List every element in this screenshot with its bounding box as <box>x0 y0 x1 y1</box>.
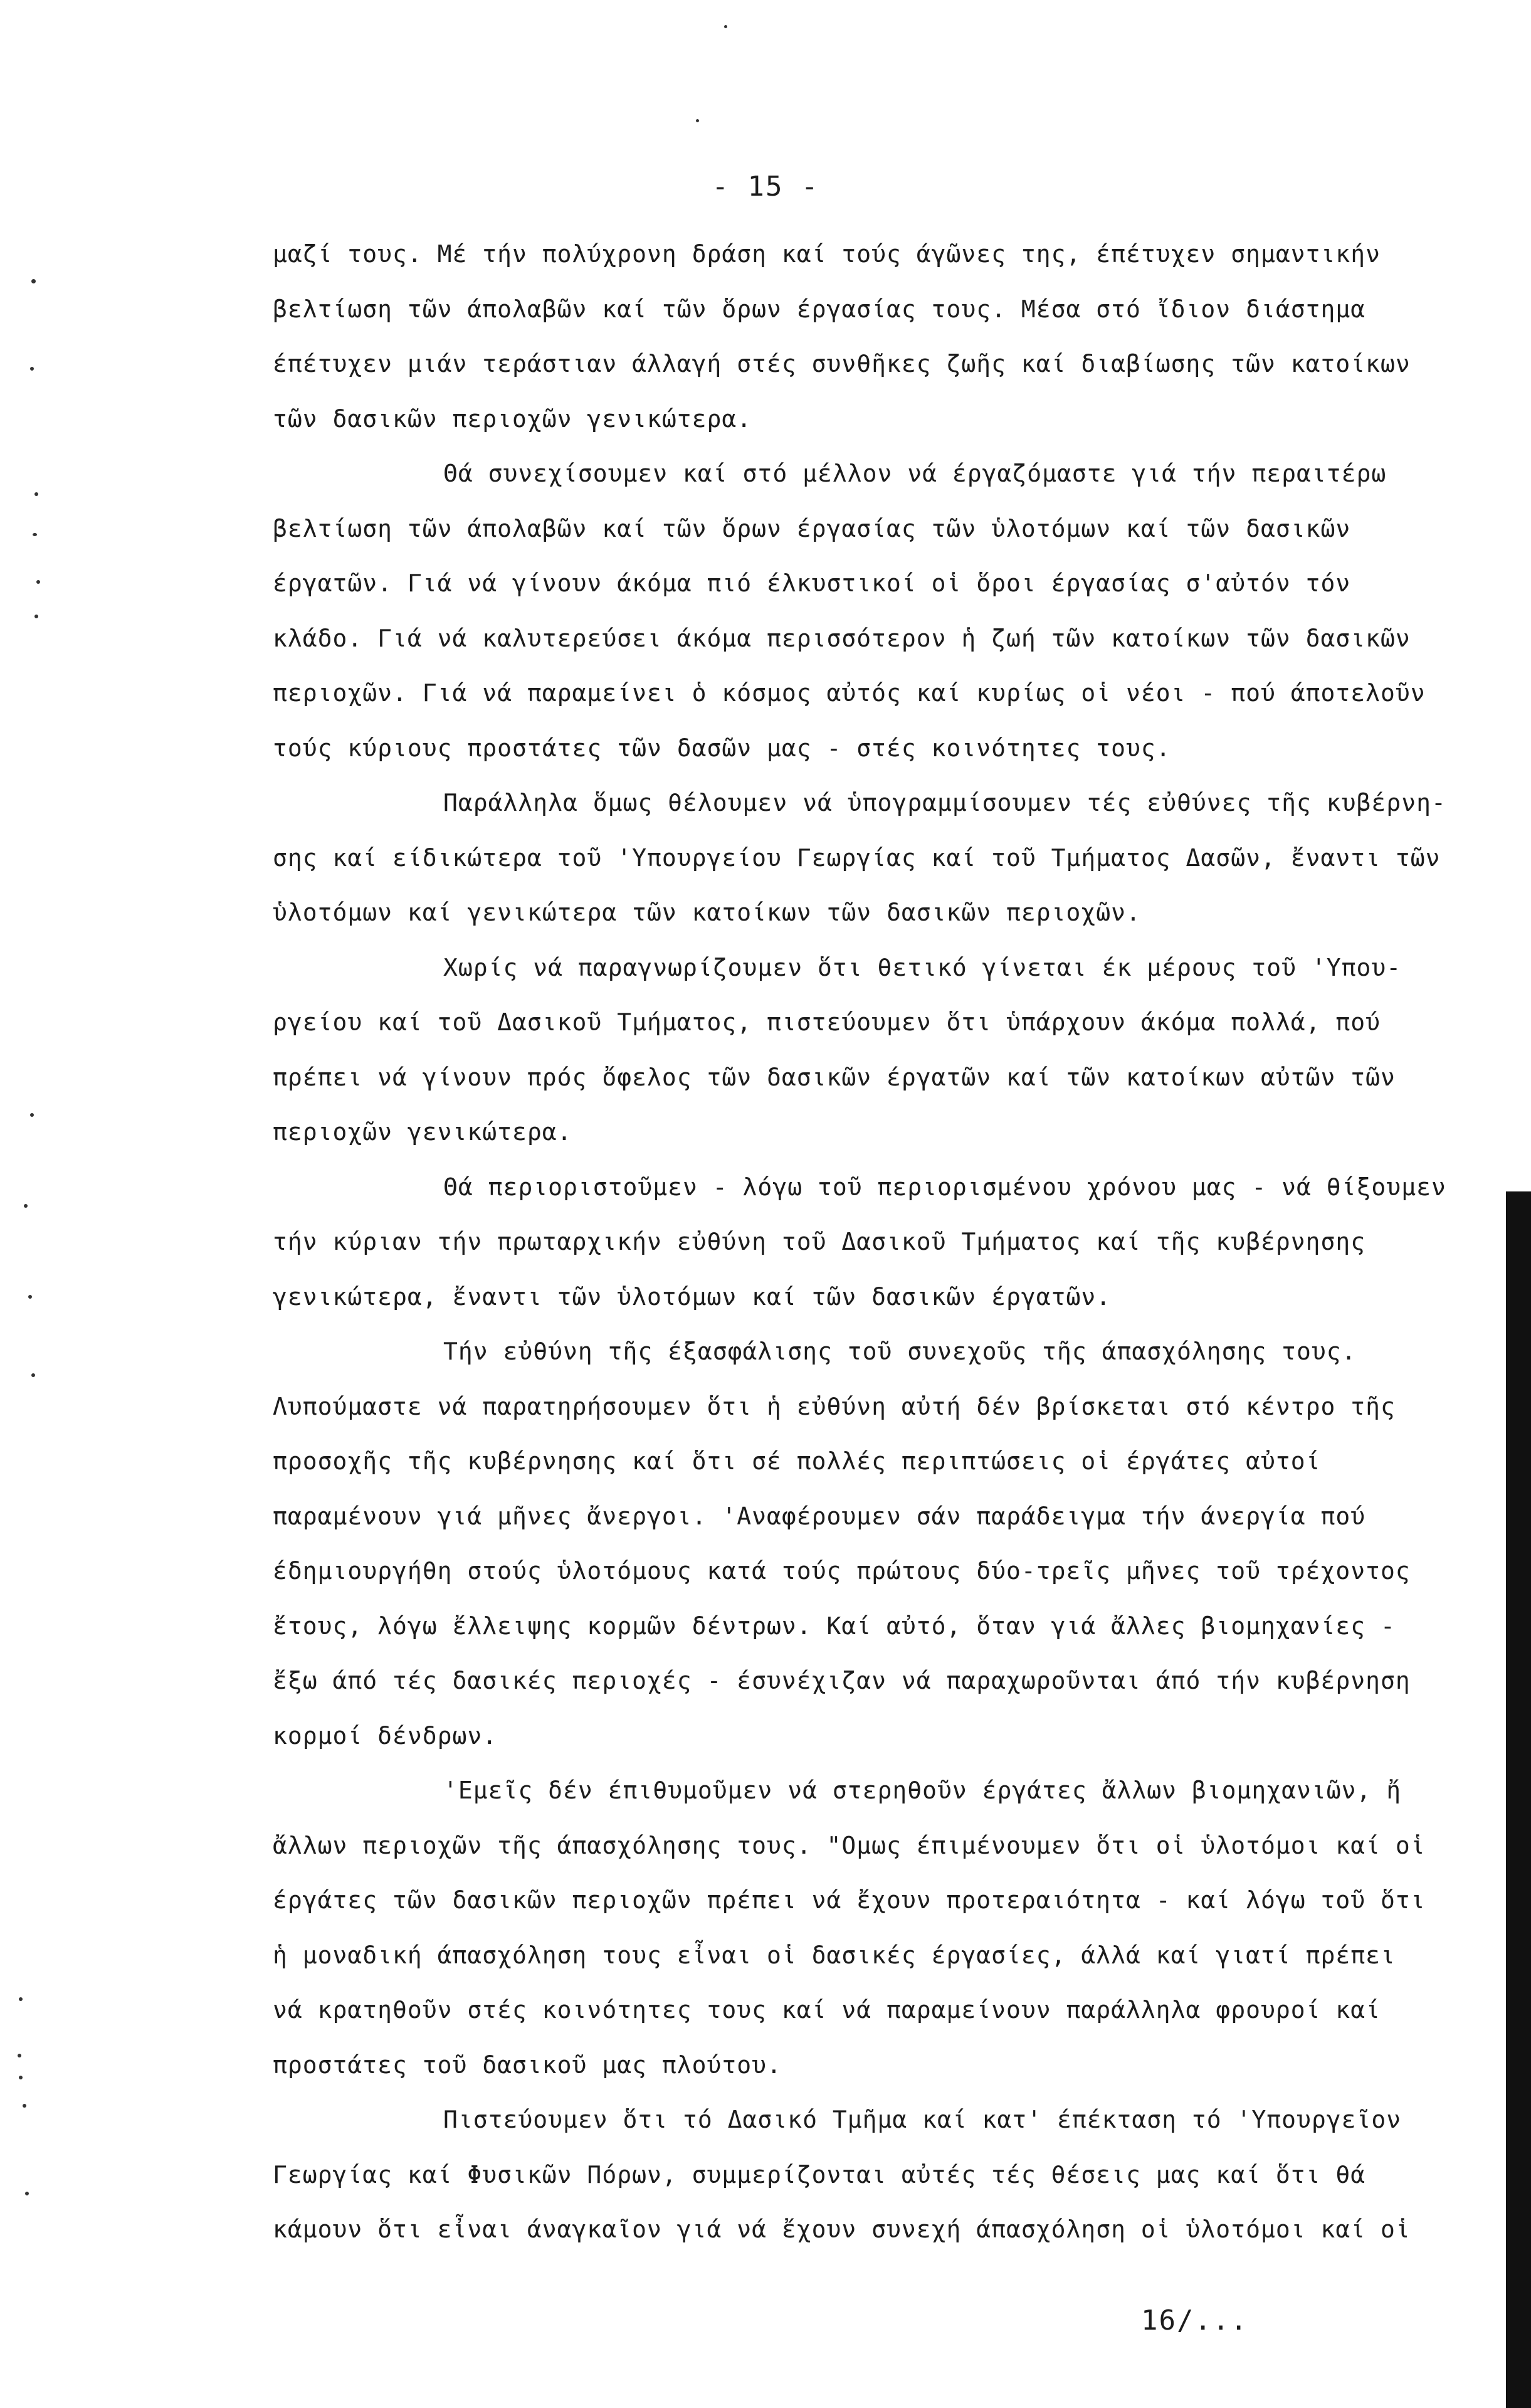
paragraph-first-line: Τήν εὐθύνη τῆς έξασφάλισης τοῦ συνεχοῦς τῆς άπασχόλησης τους. <box>443 1338 1357 1365</box>
scan-speck <box>34 615 38 618</box>
scan-speck <box>30 367 34 371</box>
text-line: έργατῶν. Γιά νά γίνουν άκόμα πιό έλκυστικοί οἱ ὅροι έργασίας σ'αὐτόν τόν <box>273 569 1351 597</box>
page-number: - 15 - <box>712 171 819 203</box>
text-line: ἄλλων περιοχῶν τῆς άπασχόλησης τους. "Ομως έπιμένουμεν ὅτι οἱ ὑλοτόμοι καί οἱ <box>273 1831 1426 1859</box>
text-line: κλάδο. Γιά νά καλυτερεύσει άκόμα περισσότερον ἡ ζωή τῶν κατοίκων τῶν δασικῶν <box>273 624 1411 652</box>
continuation-marker: 16/... <box>1141 2305 1248 2337</box>
scan-speck <box>36 580 40 584</box>
paragraph-first-line: Θά περιοριστοῦμεν - λόγω τοῦ περιορισμένου χρόνου μας - νά θίξουμεν <box>443 1173 1446 1201</box>
text-line: κορμοί δένδρων. <box>273 1721 498 1750</box>
text-line: γενικώτερα, ἔναντι τῶν ὑλοτόμων καί τῶν δασικῶν έργατῶν. <box>273 1282 1112 1311</box>
text-line: ργείου καί τοῦ Δασικοῦ Τμήματος, πιστεύουμεν ὅτι ὑπάρχουν άκόμα πολλά, πού <box>273 1008 1381 1036</box>
text-line: ὑλοτόμων καί γενικώτερα τῶν κατοίκων τῶν δασικῶν περιοχῶν. <box>273 899 1141 926</box>
text-line: μαζί τους. Μέ τήν πολύχρονη δράση καί τούς άγῶνες της, έπέτυχεν σημαντικήν <box>273 240 1381 268</box>
paragraph-first-line: Πιστεύουμεν ὅτι τό Δασικό Τμῆμα καί κατ' έπέκταση τό 'Υπουργεῖον <box>443 2106 1402 2133</box>
scan-speck <box>24 1204 28 1208</box>
text-line: ἡ μοναδική άπασχόληση τους εἶναι οἱ δασικές έργασίες, άλλά καί γιατί πρέπει <box>273 1941 1396 1969</box>
scan-speck <box>696 119 699 122</box>
scan-speck <box>19 2076 23 2079</box>
text-line: περιοχῶν. Γιά νά παραμείνει ὁ κόσμος αὐτός καί κυρίως οἱ νέοι - πού άποτελοῦν <box>273 679 1426 707</box>
text-line: προσοχῆς τῆς κυβέρνησης καί ὅτι σέ πολλές περιπτώσεις οἱ έργάτες αὐτοί <box>273 1447 1321 1475</box>
text-line: τούς κύριους προστάτες τῶν δασῶν μας - στές κοινότητες τους. <box>273 734 1171 762</box>
paragraph-first-line: Παράλληλα ὅμως θέλουμεν νά ὑπογραμμίσουμεν τές εὐθύνες τῆς κυβέρνη- <box>443 789 1446 816</box>
text-line: έπέτυχεν μιάν τεράστιαν άλλαγή στές συνθῆκες ζωῆς καί διαβίωσης τῶν κατοίκων <box>273 350 1411 378</box>
text-line: έργάτες τῶν δασικῶν περιοχῶν πρέπει νά ἔχουν προτεραιότητα - καί λόγω τοῦ ὅτι <box>273 1886 1426 1914</box>
scan-speck <box>25 2192 29 2195</box>
text-line: βελτίωση τῶν άπολαβῶν καί τῶν ὅρων έργασίας τους. Μέσα στό ἴδιον διάστημα <box>273 295 1366 323</box>
text-line: πρέπει νά γίνουν πρός ὄφελος τῶν δασικῶν έργατῶν καί τῶν κατοίκων αὐτῶν τῶν <box>273 1063 1396 1091</box>
paragraph-first-line: 'Εμεῖς δέν έπιθυμοῦμεν νά στερηθοῦν έργάτες ἄλλων βιομηχανιῶν, ἤ <box>443 1777 1402 1804</box>
text-line: παραμένουν γιά μῆνες ἄνεργοι. 'Αναφέρουμεν σάν παράδειγμα τήν άνεργία πού <box>273 1502 1366 1530</box>
text-line: περιοχῶν γενικώτερα. <box>273 1118 572 1146</box>
scan-speck <box>30 1113 34 1117</box>
text-line: νά κρατηθοῦν στές κοινότητες τους καί νά παραμείνουν παράλληλα φρουροί καί <box>273 1996 1381 2024</box>
scan-speck <box>34 492 38 496</box>
text-line: τήν κύριαν τήν πρωταρχικήν εὐθύνη τοῦ Δασικοῦ Τμήματος καί τῆς κυβέρνησης <box>273 1228 1366 1255</box>
scan-speck <box>31 1373 35 1377</box>
scan-speck <box>19 1997 23 2001</box>
text-line: σης καί είδικώτερα τοῦ 'Υπουργείου Γεωργίας καί τοῦ Τμήματος Δασῶν, ἔναντι τῶν <box>273 843 1441 872</box>
paragraph-first-line: Χωρίς νά παραγνωρίζουμεν ὅτι θετικό γίνεται έκ μέρους τοῦ 'Υπου- <box>443 953 1402 981</box>
scan-speck <box>724 25 727 28</box>
body-text <box>273 227 1508 2258</box>
scan-speck <box>18 2054 21 2057</box>
scan-edge-shadow <box>1506 1191 1531 2408</box>
text-line: ἔξω άπό τές δασικές περιοχές - έσυνέχιζαν νά παραχωροῦνται άπό τήν κυβέρνηση <box>273 1667 1411 1694</box>
paragraph-first-line: Θά συνεχίσουμεν καί στό μέλλον νά έργαζόμαστε γιά τήν περαιτέρω <box>443 460 1387 487</box>
text-line: ἔτους, λόγω ἔλλειψης κορμῶν δέντρων. Καί αὐτό, ὅταν γιά ἄλλες βιομηχανίες - <box>273 1612 1396 1640</box>
scan-speck <box>33 533 37 536</box>
text-line: προστάτες τοῦ δασικοῦ μας πλούτου. <box>273 2051 782 2079</box>
text-line: τῶν δασικῶν περιοχῶν γενικώτερα. <box>273 404 752 433</box>
scan-speck <box>28 1295 32 1299</box>
scan-speck <box>23 2104 26 2108</box>
text-line: Λυπούμαστε νά παρατηρήσουμεν ὅτι ἡ εὐθύνη αὐτή δέν βρίσκεται στό κέντρο τῆς <box>273 1392 1396 1420</box>
scan-speck <box>31 279 36 283</box>
text-line: βελτίωση τῶν άπολαβῶν καί τῶν ὅρων έργασίας τῶν ὑλοτόμων καί τῶν δασικῶν <box>273 514 1351 542</box>
text-line: Γεωργίας καί Φυσικῶν Πόρων, συμμερίζονται αὐτές τές θέσεις μας καί ὅτι θά <box>273 2160 1366 2189</box>
text-line: έδημιουργήθη στούς ὑλοτόμους κατά τούς πρώτους δύο-τρεῖς μῆνες τοῦ τρέχοντος <box>273 1557 1411 1585</box>
text-line: κάμουν ὅτι εἶναι άναγκαῖον γιά νά ἔχουν συνεχή άπασχόληση οἱ ὑλοτόμοι καί οἱ <box>273 2215 1411 2243</box>
